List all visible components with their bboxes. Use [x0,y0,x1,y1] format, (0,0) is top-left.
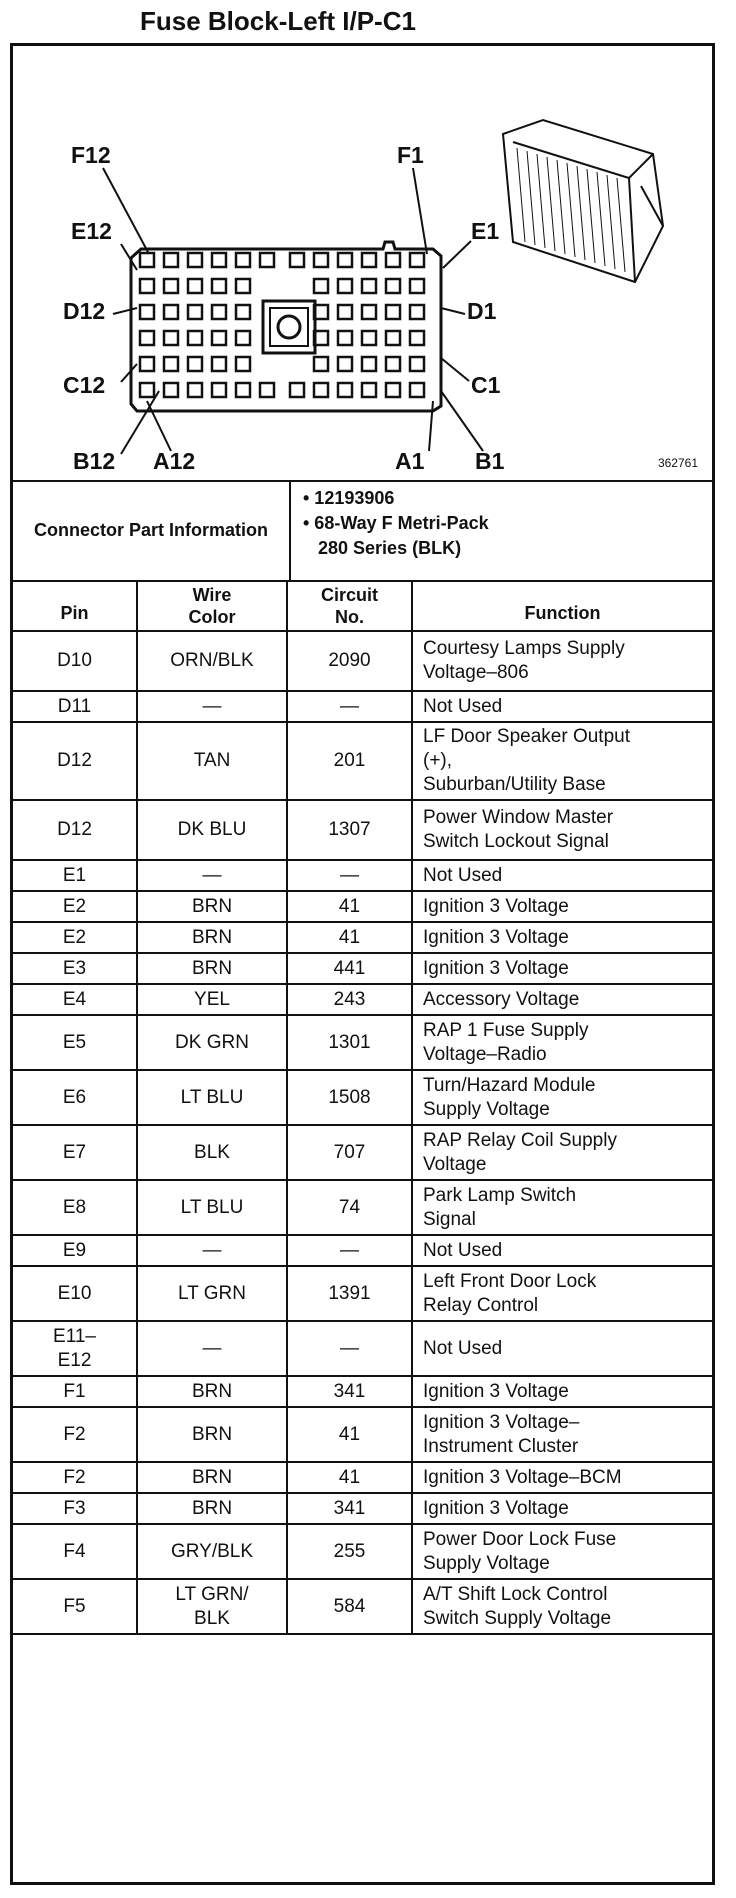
pin-cavity [212,331,226,345]
function-cell: Ignition 3 Voltage–BCM [412,1462,712,1493]
pin-cavity [188,279,202,293]
pin-cavity [338,357,352,371]
circuit-no-cell: 41 [287,1407,412,1462]
pin-cavity [236,383,250,397]
connector-face-drawing [13,46,712,480]
sketch-hatch-line [607,175,615,269]
pin-label-d1: D1 [467,298,497,324]
pin-cavity [260,383,274,397]
pin-cell: E5 [13,1015,137,1070]
table-row [13,1462,712,1493]
circuit-no-cell: 74 [287,1180,412,1235]
pin-cavity [386,279,400,293]
function-cell: Power Window Master Switch Lockout Signal [412,800,712,860]
circuit-no-cell: 584 [287,1579,412,1634]
pin-cavity [386,383,400,397]
pin-cavity [212,253,226,267]
pin-label-a12: A12 [153,448,196,474]
table-row [13,1493,712,1524]
pin-cell: E10 [13,1266,137,1321]
pin-cavity [338,331,352,345]
pin-cavity [236,253,250,267]
connector-type: • 68-Way F Metri-Pack 280 Series (BLK) [303,513,489,558]
pin-cavity [212,279,226,293]
function-cell: Ignition 3 Voltage [412,891,712,922]
pin-label-c1: C1 [471,372,501,398]
pin-label-b12: B12 [73,448,116,474]
function-cell: Not Used [412,1321,712,1376]
pin-cavity [338,383,352,397]
pin-cavity [290,383,304,397]
pin-cavity [338,253,352,267]
function-cell: A/T Shift Lock Control Switch Supply Voltage [412,1579,712,1634]
table-row [13,800,712,860]
pin-cavity [260,253,274,267]
table-row [13,1070,712,1125]
pin-cell: D11 [13,691,137,722]
sketch-hatch-line [577,166,585,260]
pin-cavity [362,253,376,267]
pin-cell: F4 [13,1524,137,1579]
circuit-no-cell: 2090 [287,631,412,691]
circuit-no-cell: 41 [287,1462,412,1493]
pin-cavity [410,279,424,293]
sketch-hatch-line [527,151,535,245]
circuit-no-cell: 41 [287,891,412,922]
function-cell: LF Door Speaker Output (+), Suburban/Utility Base [412,722,712,800]
table-row [13,631,712,691]
wire-color-cell: — [137,860,287,891]
pin-cavity [164,357,178,371]
table-row [13,1579,712,1634]
pin-cell: F1 [13,1376,137,1407]
pin-label-e12: E12 [71,218,112,244]
wire-color-cell: BRN [137,1407,287,1462]
pin-cavity [236,279,250,293]
wire-color-cell: DK BLU [137,800,287,860]
sketch-hatch-line [557,160,565,254]
circuit-no-cell: — [287,691,412,722]
circuit-no-cell: — [287,860,412,891]
pin-cavity [410,305,424,319]
sketch-hatch-line [597,172,605,266]
pin-cavity [314,279,328,293]
circuit-no-cell: 255 [287,1524,412,1579]
table-row [13,1015,712,1070]
wire-color-cell: BRN [137,953,287,984]
header-pin: Pin [13,581,137,631]
wire-color-cell: BRN [137,1376,287,1407]
pin-cavity [140,331,154,345]
pin-cavity [212,383,226,397]
wire-color-cell: LT BLU [137,1180,287,1235]
pin-cavity [140,383,154,397]
wire-color-cell: BRN [137,1493,287,1524]
pin-label-f12: F12 [71,142,111,168]
pin-label-c12: C12 [63,372,106,398]
sketch-hatch-line [517,148,525,242]
pin-cell: E8 [13,1180,137,1235]
pin-cell: E11– E12 [13,1321,137,1376]
pin-label-d12: D12 [63,298,106,324]
function-cell: Accessory Voltage [412,984,712,1015]
circuit-no-cell: 1508 [287,1070,412,1125]
table-row [13,984,712,1015]
wire-color-cell: BLK [137,1125,287,1180]
drawing-number: 362761 [657,456,698,470]
pin-cell: F5 [13,1579,137,1634]
sketch-hatch-line [537,154,545,248]
header-wire-color: Wire Color [137,581,287,631]
pin-label-a1: A1 [395,448,425,474]
function-cell: Courtesy Lamps Supply Voltage–806 [412,631,712,691]
pin-cavity [314,383,328,397]
pin-cell: E2 [13,891,137,922]
pin-cavity [236,357,250,371]
wire-color-cell: BRN [137,891,287,922]
page-title: Fuse Block-Left I/P-C1 [140,6,416,36]
pin-cell: D12 [13,800,137,860]
pin-cavity [362,305,376,319]
table-row [13,722,712,800]
wire-color-cell: DK GRN [137,1015,287,1070]
function-cell: Left Front Door Lock Relay Control [412,1266,712,1321]
header-circuit-no: Circuit No. [287,581,412,631]
pin-cavity [212,305,226,319]
pin-cell: F2 [13,1462,137,1493]
connector-info-label: Connector Part Information [13,480,291,580]
pin-cell: F3 [13,1493,137,1524]
function-cell: Ignition 3 Voltage [412,1493,712,1524]
header-function: Function [412,581,712,631]
pin-cavity [188,305,202,319]
pin-cell: E6 [13,1070,137,1125]
sketch-hatch-line [567,163,575,257]
table-header-row [13,581,712,631]
pin-cavity [314,253,328,267]
pin-cavity [362,383,376,397]
pin-cavity [410,383,424,397]
table-row [13,1266,712,1321]
pin-cavity [236,305,250,319]
function-cell: RAP 1 Fuse Supply Voltage–Radio [412,1015,712,1070]
connector-frame [10,43,715,1885]
sketch-hatch-line [617,178,625,272]
wire-color-cell: LT GRN/ BLK [137,1579,287,1634]
pin-cavity [290,253,304,267]
sketch-hatch-line [547,157,555,251]
wire-color-cell: TAN [137,722,287,800]
table-row [13,1524,712,1579]
wire-color-cell: — [137,1235,287,1266]
pin-cavity [338,305,352,319]
pin-cavity [212,357,226,371]
pin-label-e1: E1 [471,218,500,244]
wire-color-cell: BRN [137,922,287,953]
wire-color-cell: LT BLU [137,1070,287,1125]
table-row [13,953,712,984]
pin-cavity [410,253,424,267]
pin-label-f1: F1 [397,142,424,168]
pin-cavity [314,357,328,371]
function-cell: Park Lamp Switch Signal [412,1180,712,1235]
pin-cavity [410,331,424,345]
table-row [13,891,712,922]
pin-cavity [338,279,352,293]
pin-cavity [410,357,424,371]
table-row [13,1407,712,1462]
function-cell: Ignition 3 Voltage [412,922,712,953]
pin-cavity [140,305,154,319]
circuit-no-cell: 243 [287,984,412,1015]
circuit-no-cell: — [287,1321,412,1376]
pin-cavity [164,279,178,293]
pin-cavity [140,279,154,293]
pin-cell: E3 [13,953,137,984]
circuit-no-cell: — [287,1235,412,1266]
pin-cavity [164,331,178,345]
table-row [13,922,712,953]
connector-diagram [13,46,712,482]
connector-part-number: • 12193906 [303,488,395,508]
table-row [13,1321,712,1376]
pin-cavity [188,331,202,345]
circuit-no-cell: 341 [287,1493,412,1524]
function-cell: Turn/Hazard Module Supply Voltage [412,1070,712,1125]
table-row [13,1376,712,1407]
table-row [13,691,712,722]
table-row [13,1180,712,1235]
pin-cavity [164,305,178,319]
wire-color-cell: BRN [137,1462,287,1493]
wire-color-cell: LT GRN [137,1266,287,1321]
wire-color-cell: GRY/BLK [137,1524,287,1579]
circuit-no-cell: 707 [287,1125,412,1180]
pin-cavity [386,357,400,371]
table-row [13,1125,712,1180]
pin-cell: E9 [13,1235,137,1266]
pin-cavity [164,383,178,397]
pin-cell: D12 [13,722,137,800]
wire-color-cell: YEL [137,984,287,1015]
sketch-hatch-line [587,169,595,263]
function-cell: Not Used [412,691,712,722]
pin-label-b1: B1 [475,448,505,474]
table-row [13,1235,712,1266]
pin-cavity [188,383,202,397]
pin-cell: E1 [13,860,137,891]
pin-cavity [140,253,154,267]
pin-cell: F2 [13,1407,137,1462]
pin-cavity [386,331,400,345]
function-cell: Not Used [412,860,712,891]
function-cell: Not Used [412,1235,712,1266]
connector-info-items [303,486,489,561]
circuit-no-cell: 441 [287,953,412,984]
wire-color-cell: — [137,691,287,722]
pin-cavity [362,279,376,293]
pin-table [13,580,712,1635]
table-row [13,860,712,891]
function-cell: Power Door Lock Fuse Supply Voltage [412,1524,712,1579]
circuit-no-cell: 1391 [287,1266,412,1321]
pin-cavity [362,331,376,345]
circuit-no-cell: 41 [287,922,412,953]
pin-cavity [362,357,376,371]
pin-cell: E2 [13,922,137,953]
function-cell: Ignition 3 Voltage– Instrument Cluster [412,1407,712,1462]
pin-cell: E7 [13,1125,137,1180]
pin-cavity [164,253,178,267]
pin-cavity [386,253,400,267]
pin-cell: E4 [13,984,137,1015]
pin-cavity [188,357,202,371]
pin-cavity [140,357,154,371]
function-cell: Ignition 3 Voltage [412,953,712,984]
circuit-no-cell: 201 [287,722,412,800]
pin-cavity [386,305,400,319]
function-cell: Ignition 3 Voltage [412,1376,712,1407]
wire-color-cell: ORN/BLK [137,631,287,691]
pin-cell: D10 [13,631,137,691]
connector-part-info [13,480,712,582]
pin-cavity [188,253,202,267]
pin-cavity [236,331,250,345]
circuit-no-cell: 1301 [287,1015,412,1070]
circuit-no-cell: 341 [287,1376,412,1407]
wire-color-cell: — [137,1321,287,1376]
function-cell: RAP Relay Coil Supply Voltage [412,1125,712,1180]
circuit-no-cell: 1307 [287,800,412,860]
